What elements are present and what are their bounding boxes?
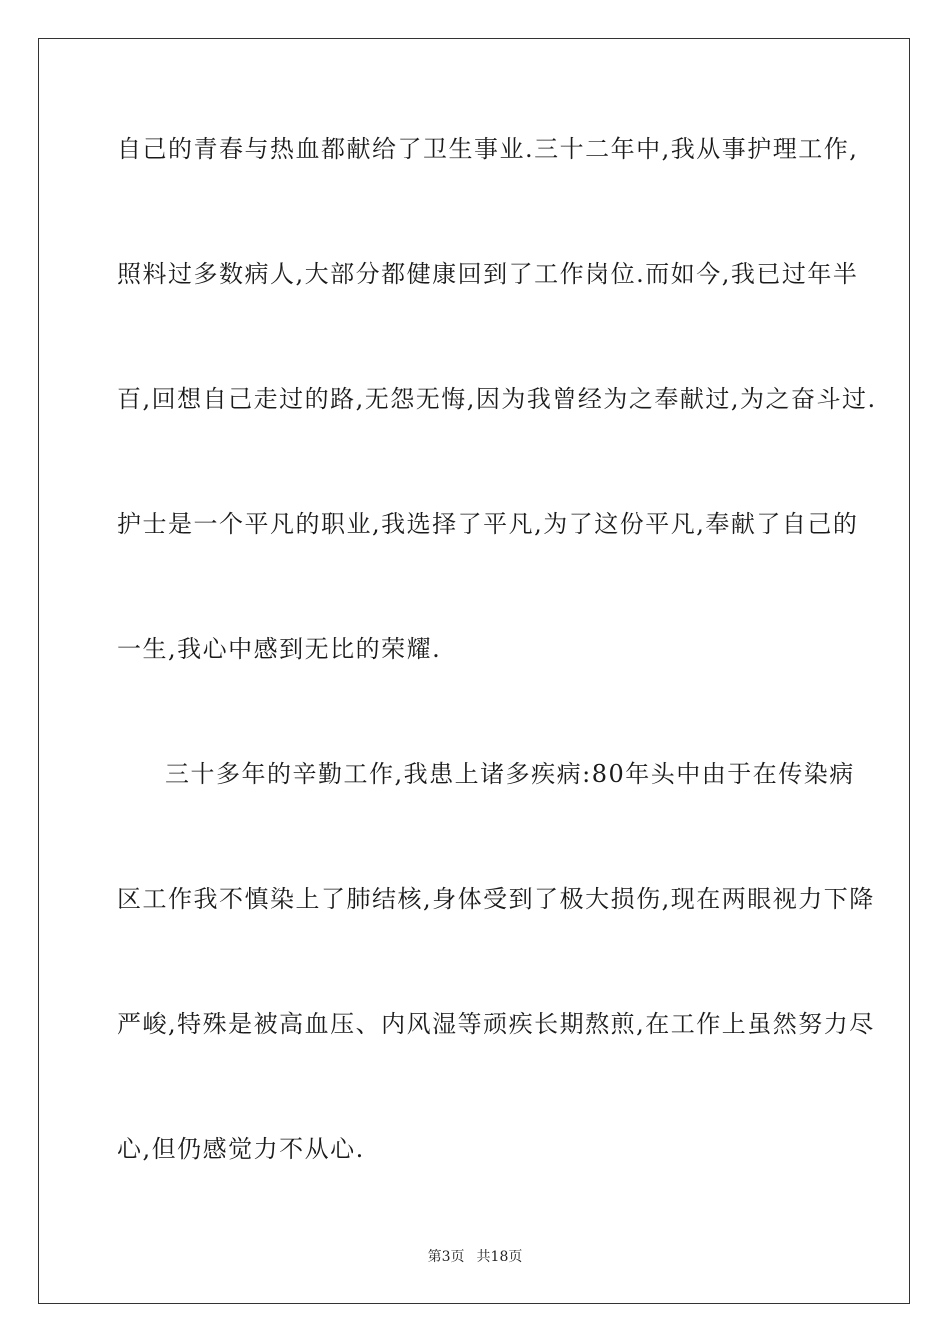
text-line-6: 三十多年的辛勤工作,我患上诸多疾病:80年头中由于在传染病	[165, 760, 855, 788]
text-line-5: 一生,我心中感到无比的荣耀.	[117, 635, 442, 663]
text-line-2: 照料过多数病人,大部分都健康回到了工作岗位.而如今,我已过年半	[117, 260, 859, 288]
text-line-9: 心,但仍感觉力不从心.	[117, 1135, 365, 1163]
page-footer	[0, 1248, 950, 1266]
text-line-8: 严峻,特殊是被高血压、内风湿等顽疾长期熬煎,在工作上虽然努力尽	[117, 1010, 875, 1038]
page-border	[38, 38, 910, 1304]
text-line-4: 护士是一个平凡的职业,我选择了平凡,为了这份平凡,奉献了自己的	[117, 510, 859, 538]
text-line-7: 区工作我不慎染上了肺结核,身体受到了极大损伤,现在两眼视力下降	[117, 885, 875, 913]
page-total: 共18页	[476, 1249, 523, 1265]
text-line-3: 百,回想自己走过的路,无怨无悔,因为我曾经为之奉献过,为之奋斗过.	[117, 385, 877, 413]
page-number: 第3页	[427, 1249, 465, 1265]
text-line-1: 自己的青春与热血都献给了卫生事业.三十二年中,我从事护理工作,	[117, 135, 859, 163]
